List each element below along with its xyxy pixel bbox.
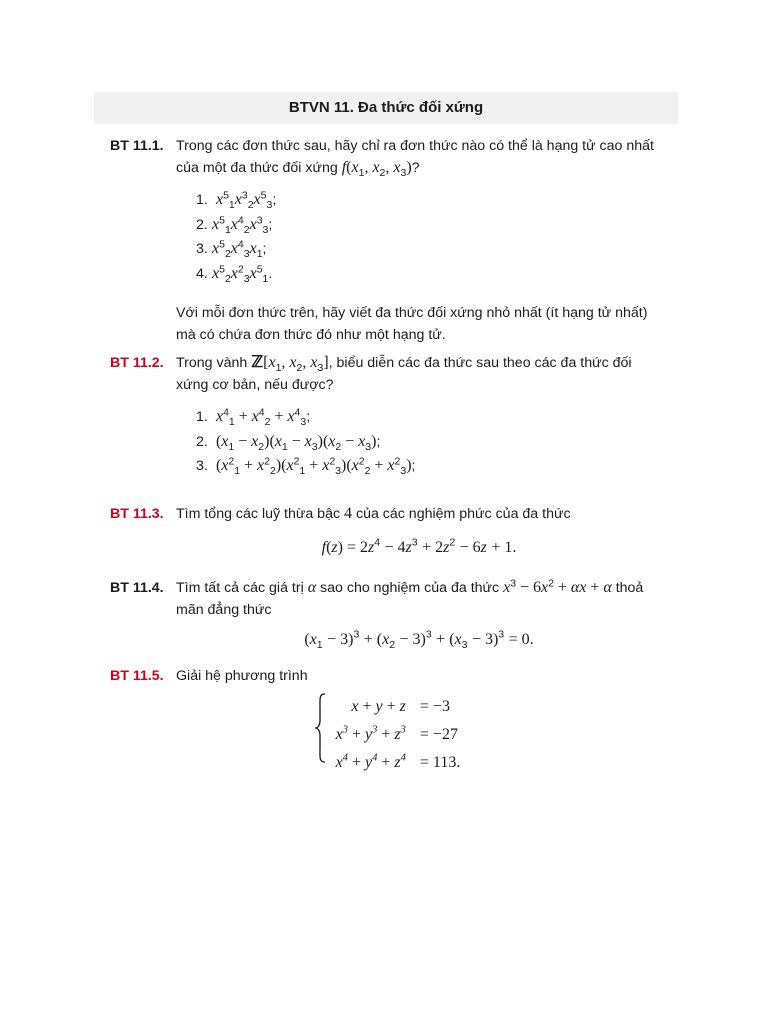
system-row: x + y + z = −3 [351, 697, 450, 715]
exercise-label: BT 11.3. [110, 505, 164, 522]
system-row: $x^4 + y^4 + z^4$ = 113. [335, 752, 461, 771]
list-item: 2. $(x_1 - x_2)(x_1 - x_3)(x_2 - x_3)$; [196, 432, 381, 453]
exercise-11-3 [92, 503, 662, 559]
exercise-11-5 [92, 665, 662, 777]
polynomial-list [196, 405, 662, 479]
equation-system [116, 693, 662, 777]
display-equation: $(x_1 - 3)^3 + (x_2 - 3)^3 + (x_3 - 3)^3 = 0$. [304, 628, 534, 651]
exercise-paragraph: Với mỗi đơn thức trên, hãy viết đa thức đối xứng nhỏ nhất (ít hạng tử nhất) mà có chứa đơn thức đó như một hạng tử. [176, 305, 648, 343]
list-item: 2. $x^5_1x^4_2x^3_3$; [196, 213, 273, 236]
exercise-11-2 [92, 352, 662, 479]
exercise-text: Giải hệ phương trình [176, 667, 308, 684]
list-item: 3. $(x^2_1 + x^2_2)(x^2_1 + x^2_3)(x^2_2 + x^2_3)$; [196, 455, 416, 477]
exercise-label: BT 11.5. [110, 667, 164, 684]
exercise-label: BT 11.4. [110, 579, 164, 596]
math-f: f [341, 159, 347, 176]
list-item: 3. $x^5_2x^4_3x_1$; [196, 238, 267, 260]
exercise-11-4 [92, 577, 662, 651]
exercise-label: BT 11.1. [110, 138, 164, 154]
monomial-list [196, 188, 662, 286]
left-brace-icon [314, 693, 326, 763]
document-page [92, 92, 662, 777]
list-item: 1. $x^4_1 + x^4_2 + x^4_3$; [196, 406, 311, 428]
system-row: $x^3 + y^3 + z^3$ = −27 [335, 724, 458, 743]
exercise-11-1 [92, 135, 662, 346]
page-title: BTVN 11. Đa thức đối xứng [94, 92, 678, 124]
display-equation: $f(z) = 2z^4 - 4z^3 + 2z^2 - 6z + 1$. [321, 536, 517, 556]
exercise-text: Tìm tổng các luỹ thừa bậc 4 của các nghiệm phức của đa thức [176, 504, 571, 522]
list-item: 4. $x^5_2x^2_3x^5_1$. [196, 262, 273, 285]
exercise-text: Trong các đơn thức sau, hãy chỉ ra đơn thức nào có thể là hạng tử cao nhất của một đa thức đối xứng $f(x_1$, $x_2$, $x_3$)? [176, 138, 654, 179]
exercise-text: Trong vành $ℤ[x_1$, $x_2$, $x_3$], biểu diễn các đa thức sau theo các đa thức đối xứng cơ bản, nếu được? [176, 354, 632, 393]
exercise-text: Tìm tất cả các giá trị α sao cho nghiệm của đa thức $x^3 - 6x^2 + \alpha x + \alpha$ thoả mãn đẳng thức [176, 576, 644, 618]
list-item: 1. $x^5_1x^3_2x^5_3$; [196, 189, 277, 211]
exercise-label: BT 11.2. [110, 355, 164, 371]
